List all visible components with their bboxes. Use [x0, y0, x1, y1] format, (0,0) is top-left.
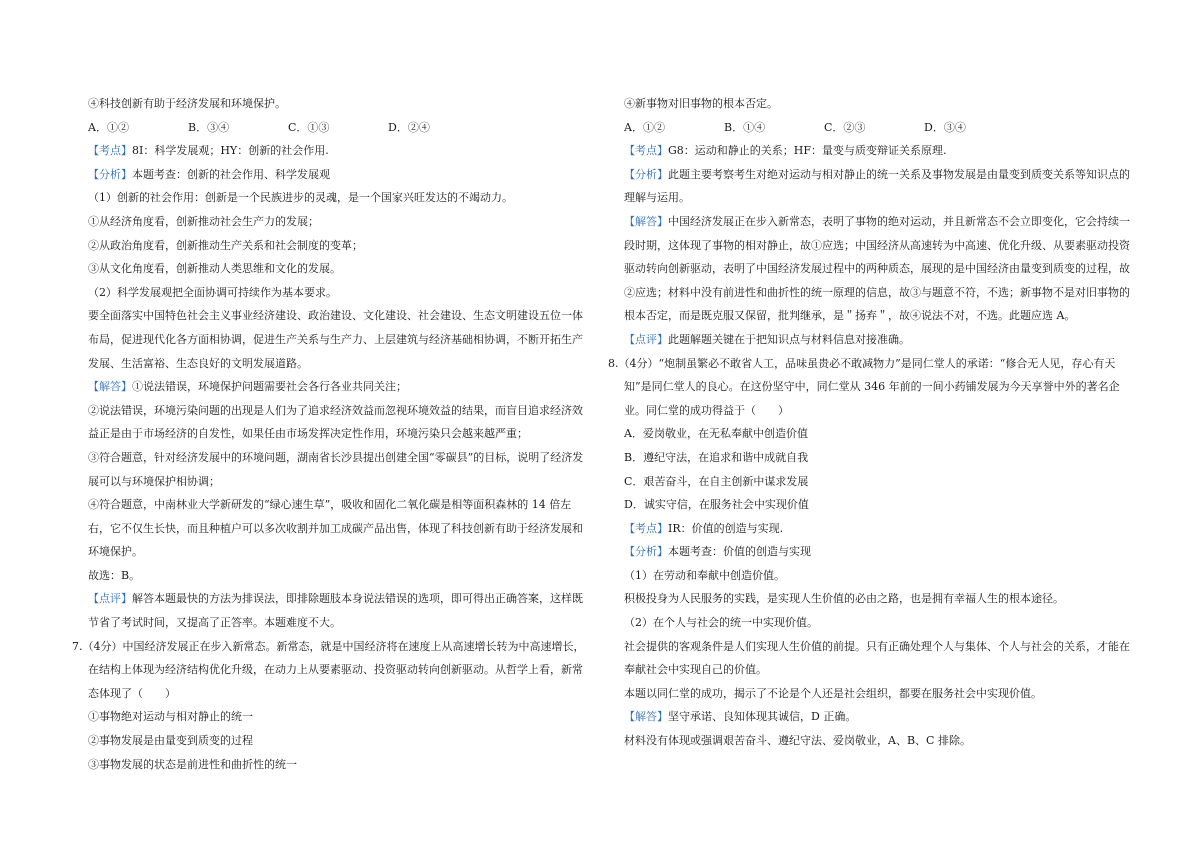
option-a: A．①② [624, 120, 665, 134]
right-column [608, 92, 1132, 753]
left-column [72, 92, 588, 776]
option-c: C．②③ [824, 120, 866, 134]
dianping-tag: 【点评】 [624, 332, 668, 346]
analysis-text-1: 积极投身为人民服务的实践，是实现人生价值的必由之路，也是拥有幸福人生的根本途径。 [624, 592, 1064, 606]
option-d: D．②④ [388, 120, 430, 134]
jieda-tag: 【解答】 [624, 214, 668, 228]
option-b: B．遵纪守法，在追求和谐中成就自我 [624, 450, 809, 464]
question-stem: （4分）中国经济发展正在步入新常态。新常态，就是中国经济将在速度上从高速增长转为中高速增长，在结构上体现为经济结构优化升级，在动力上从要素驱动、投资驱动转向创新驱动。从哲学上看，新常态体现了（ ） [82, 639, 585, 700]
analysis-point-1: （1）在劳动和奉献中创造价值。 [624, 568, 785, 582]
jieda-text-2: ②说法错误，环境污染问题的出现是人们为了追求经济效益而忽视环境效益的结果，而盲目追求经济效益正是由于市场经济的自发性，如果任由市场发挥决定性作用，环境污染只会越来越严重； [88, 403, 583, 441]
analysis-point-2: （2）科学发展观把全面协调可持续作为基本要求。 [88, 285, 337, 299]
fenxi-tag: 【分析】 [624, 167, 668, 181]
question-7 [72, 635, 588, 706]
kaodian-text: G8：运动和静止的关系；HF：量变与质变辩证关系原理. [668, 144, 947, 158]
dianping-tag: 【点评】 [88, 592, 132, 606]
kaodian-line [624, 139, 1132, 163]
option-a: A．①② [88, 120, 129, 134]
fenxi-line-2 [624, 540, 1132, 564]
fenxi-line [88, 163, 588, 187]
kaodian-text: IR：价值的创造与实现. [668, 521, 784, 535]
kaodian-tag: 【考点】 [624, 521, 668, 535]
jieda-text-3: ③符合题意，针对经济发展中的环境问题，湖南省长沙县提出创建全国“零碳县”的目标，说明了经济发展可以与环境保护相协调； [88, 450, 584, 488]
fenxi-text: 本题考查：创新的社会作用、科学发展观 [132, 167, 330, 181]
jieda-text: 中国经济发展正在步入新常态，表明了事物的绝对运动，并且新常态不会立即变化，它会持续一段时期，这体现了事物的相对静止，故①应选；中国经济从高速转为中高速、优化升级、从要素驱动投资驱动转向创新驱动，表明了中国经济发展过程中的两种质态，展现的是中国经济由量变到质变的过程，故②应选；材料中没有前进性和曲折性的统一原理的信息，故③与题意不符，不选；新事物不是对旧事物的根本否定，而是既克服又保留，批判继承，是＂扬弃＂，故④说法不对，不选。此题应选 A。 [624, 214, 1130, 323]
analysis-point-2: （2）在个人与社会的统一中实现价值。 [624, 616, 818, 630]
dianping-paragraph [88, 587, 588, 634]
analysis-point-1a: ①从经济角度看，创新推动社会生产力的发展； [88, 214, 319, 228]
jieda-tag: 【解答】 [624, 710, 668, 724]
fenxi-text: 此题主要考察考生对绝对运动与相对静止的统一关系及事物发展是由量变到质变关系等知识点的理解与运用。 [624, 167, 1130, 205]
option-b: B．③④ [188, 120, 230, 134]
option-d: D．诚实守信，在服务社会中实现价值 [624, 498, 809, 512]
jieda-text: 坚守承诺、良知体现其诚信，D 正确。 [668, 710, 857, 724]
option-c: C．①③ [288, 120, 330, 134]
answer-line: 故选：B。 [88, 568, 141, 582]
option-d: D．③④ [924, 120, 966, 134]
dianping-text: 解答本题最快的方法为排误法，即排除题肢本身说法错误的选项，即可得出正确答案，这样既节省了考试时间，又提高了正答率。本题难度不大。 [88, 592, 583, 630]
analysis-text-2: 社会提供的客观条件是人们实现人生价值的前提。只有正确处理个人与集体、个人与社会的关系，才能在奉献社会中实现自己的价值。 [624, 639, 1130, 677]
fenxi-tag: 【分析】 [624, 545, 668, 559]
jieda-text-1: ①说法错误，环境保护问题需要社会各行各业共同关注； [132, 380, 407, 394]
kaodian-tag: 【考点】 [88, 144, 132, 158]
dianping-line [624, 328, 1132, 352]
dianping-text: 此题解题关键在于把知识点与材料信息对接准确。 [668, 332, 910, 346]
option-item-4: ④科技创新有助于经济发展和环境保护。 [88, 97, 286, 110]
answer-options [624, 116, 1132, 140]
jieda-line-2 [624, 705, 1132, 729]
analysis-point-1: （1）创新的社会作用：创新是一个民族进步的灵魂，是一个国家兴旺发达的不竭动力。 [88, 191, 513, 205]
question-item-2: ②事物发展是由量变到质变的过程 [88, 734, 253, 748]
question-item-1: ①事物绝对运动与相对静止的统一 [88, 710, 253, 724]
jieda-tag: 【解答】 [88, 380, 132, 394]
kaodian-line [88, 139, 588, 163]
kaodian-tag: 【考点】 [624, 144, 668, 158]
jieda-text-4: ④符合题意，中南林业大学新研发的“绿心速生草”，吸收和固化二氧化碳是相等面积森林的 14 倍左右，它不仅生长快，而且种植户可以多次收割并加工成碳产品出售，体现了科技创新有助于经济发展和环境保护。 [88, 498, 583, 559]
answer-options [88, 116, 588, 140]
jieda-paragraph [624, 210, 1132, 328]
fenxi-paragraph [624, 163, 1132, 210]
question-number: 8. [608, 356, 619, 370]
question-stem: （4分）“炮制虽繁必不敢省人工，品味虽贵必不敢减物力”是同仁堂人的承诺：“修合无人见，存心有天知”是同仁堂人的良心。在这份坚守中，同仁堂从 346 年前的一间小药铺发展为今天享誉中外的著名企业。同仁堂的成功得益于（ ） [618, 356, 1120, 417]
question-item-3: ③事物发展的状态是前进性和曲折性的统一 [88, 757, 297, 771]
option-a: A．爱岗敬业，在无私奉献中创造价值 [624, 427, 808, 441]
jieda-line [88, 375, 588, 399]
analysis-point-1c: ③从文化角度看，创新推动人类思维和文化的发展。 [88, 262, 341, 276]
kaodian-line-2 [624, 517, 1132, 541]
kaodian-text: 8I：科学发展观；HY：创新的社会作用. [132, 144, 329, 158]
question-item-4: ④新事物对旧事物的根本否定。 [624, 97, 778, 110]
analysis-paragraph: 要全面落实中国特色社会主义事业经济建设、政治建设、文化建设、社会建设、生态文明建设五位一体布局，促进现代化各方面相协调，促进生产关系与生产力、上层建筑与经济基础相协调，不断开拓生产发展、生活富裕、生态良好的文明发展道路。 [88, 309, 583, 370]
option-c: C．艰苦奋斗，在自主创新中谋求发展 [624, 474, 809, 488]
analysis-text-3: 本题以同仁堂的成功，揭示了不论是个人还是社会组织，都要在服务社会中实现价值。 [624, 686, 1042, 700]
fenxi-tag: 【分析】 [88, 167, 132, 181]
option-b: B．①④ [724, 120, 766, 134]
question-8 [608, 352, 1132, 423]
fenxi-text: 本题考查：价值的创造与实现 [668, 545, 811, 559]
analysis-point-1b: ②从政治角度看，创新推动生产关系和社会制度的变革； [88, 238, 363, 252]
final-line: 材料没有体现或强调艰苦奋斗、遵纪守法、爱岗敬业，A、B、C 排除。 [624, 734, 971, 748]
question-number: 7. [72, 639, 83, 653]
